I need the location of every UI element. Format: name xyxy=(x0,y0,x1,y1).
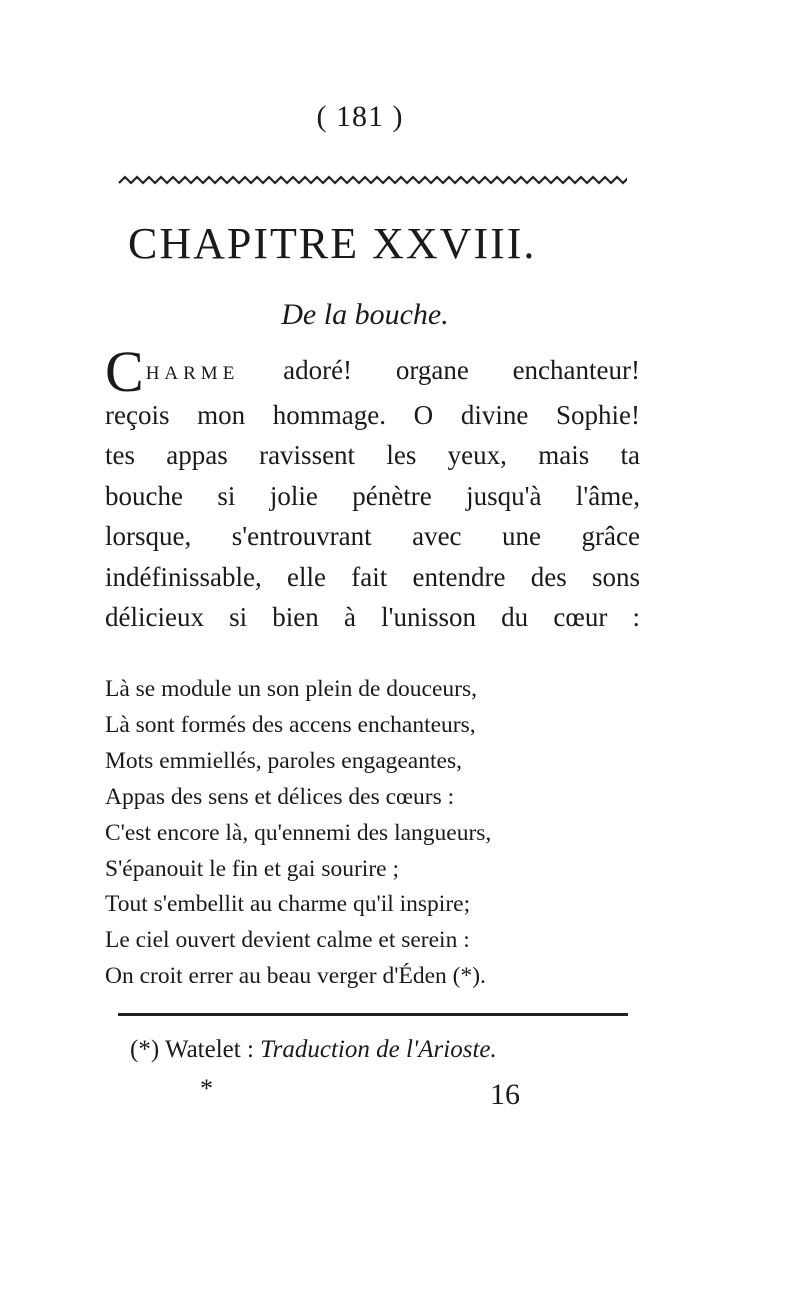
prose-line: indéfinissable, elle fait entendre des sons xyxy=(105,561,640,592)
small-caps-word: HARME xyxy=(145,363,240,384)
prose-line xyxy=(105,339,640,404)
verse-line: On croit errer au beau verger d'Éden (*). xyxy=(105,963,486,990)
verse-block xyxy=(105,672,635,995)
signature-mark: * xyxy=(200,1074,213,1103)
chapter-subtitle: De la bouche. xyxy=(281,298,449,331)
verse-line: C'est encore là, qu'ennemi des langueurs, xyxy=(105,819,492,846)
prose-paragraph xyxy=(105,339,640,638)
verse-line: Le ciel ouvert devient calme et serein : xyxy=(105,927,470,954)
verse-line: S'épanouit le fin et gai sourire ; xyxy=(105,855,399,882)
prose-line: reçois mon hommage. O divine Sophie! xyxy=(105,399,640,430)
prose-line: délicieux si bien à l'unisson du cœur : xyxy=(105,602,640,632)
footnote-work: Traduction de l'Arioste. xyxy=(260,1036,497,1063)
prose-line: bouche si jolie pénètre jusqu'à l'âme, xyxy=(105,480,640,511)
verse-line: Tout s'embellit au charme qu'il inspire; xyxy=(105,891,471,918)
footnote-rule xyxy=(118,1013,628,1016)
ornamental-divider xyxy=(117,172,627,194)
footnote-author: Watelet : xyxy=(164,1036,254,1063)
page-number: ( 181 ) xyxy=(316,100,404,133)
verse-line: Là sont formés des accens enchanteurs, xyxy=(105,711,476,738)
footnote-marker: (*) xyxy=(130,1036,160,1063)
drop-cap: C xyxy=(105,339,144,404)
footnote xyxy=(130,1036,630,1064)
signature-number: 16 xyxy=(490,1078,520,1111)
verse-line: Appas des sens et délices des cœurs : xyxy=(105,783,455,810)
verse-line: Là se module un son plein de douceurs, xyxy=(105,676,477,702)
verse-line: Mots emmiellés, paroles engageantes, xyxy=(105,747,462,774)
prose-line: tes appas ravissent les yeux, mais ta xyxy=(105,440,640,470)
prose-line-text: adoré! organe enchanteur! xyxy=(239,355,640,385)
chapter-title: CHAPITRE XXVIII. xyxy=(128,219,537,268)
prose-line: lorsque, s'entrouvrant avec une grâce xyxy=(105,521,640,551)
